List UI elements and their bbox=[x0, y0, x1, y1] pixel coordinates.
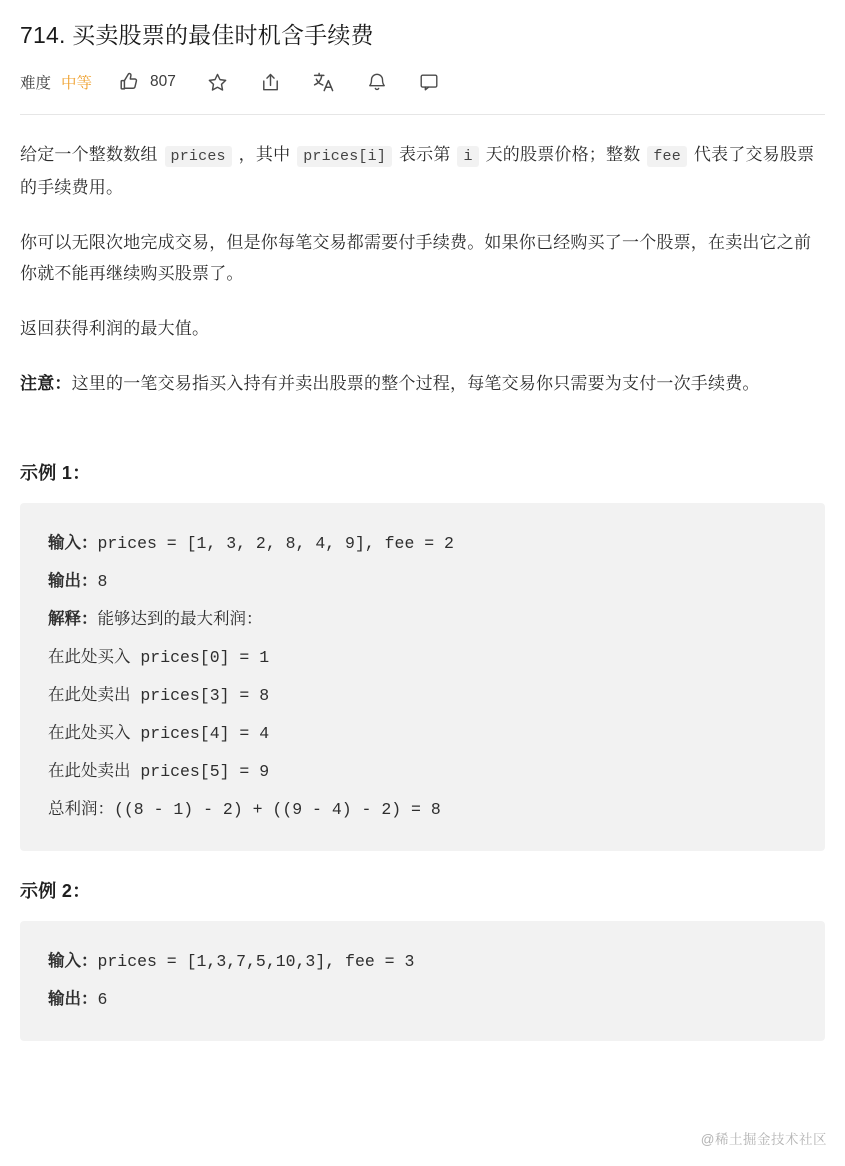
description-paragraph-1 bbox=[20, 139, 825, 203]
difficulty-value: 中等 bbox=[61, 75, 93, 92]
like-button[interactable] bbox=[118, 71, 176, 93]
difficulty-label: 难度 bbox=[20, 75, 52, 92]
note-label: 注意： bbox=[20, 374, 72, 393]
desc-text-1: 给定一个整数数组 bbox=[20, 145, 163, 164]
example-1-line-3: 在此处买入 prices[4] = 4 bbox=[48, 724, 270, 743]
example-2-output-value: 6 bbox=[97, 990, 108, 1009]
example-1-line-4: 在此处卖出 prices[5] = 9 bbox=[48, 762, 270, 781]
watermark: @稀土掘金技术社区 bbox=[700, 1132, 827, 1147]
example-1-explain-label: 解释： bbox=[48, 610, 98, 629]
inline-code-fee: fee bbox=[647, 146, 687, 167]
example-1-input-value: prices = [1, 3, 2, 8, 4, 9], fee = 2 bbox=[97, 534, 454, 553]
like-count: 807 bbox=[150, 73, 176, 90]
example-1-line-5: 总利润：((8 - 1) - 2) + ((9 - 4) - 2) = 8 bbox=[48, 800, 441, 819]
description-note bbox=[20, 368, 825, 399]
header-divider bbox=[20, 114, 825, 115]
description-paragraph-2: 你可以无限次地完成交易，但是你每笔交易都需要付手续费。如果你已经购买了一个股票，在卖出它之前你就不能再继续购买股票了。 bbox=[20, 233, 812, 283]
example-2-output-label: 输出： bbox=[48, 990, 98, 1009]
example-1-explain-value: 能够达到的最大利润： bbox=[97, 610, 263, 629]
example-1-heading: 示例 1： bbox=[20, 463, 91, 483]
translate-icon[interactable] bbox=[312, 70, 336, 94]
thumbs-up-icon bbox=[118, 71, 140, 93]
note-text: 这里的一笔交易指买入持有并卖出股票的整个过程，每笔交易你只需要为支付一次手续费。 bbox=[71, 374, 760, 393]
example-2-input-value: prices = [1,3,7,5,10,3], fee = 3 bbox=[97, 952, 415, 971]
example-1-code bbox=[20, 503, 825, 851]
example-1-line-1: 在此处买入 prices[0] = 1 bbox=[48, 648, 270, 667]
description-paragraph-3: 返回获得利润的最大值。 bbox=[20, 319, 210, 338]
page-title: 714. 买卖股票的最佳时机含手续费 bbox=[20, 22, 374, 48]
example-2-input-label: 输入： bbox=[48, 952, 98, 971]
example-1-output-label: 输出： bbox=[48, 572, 98, 591]
bell-icon[interactable] bbox=[366, 71, 388, 93]
desc-text-2: ，其中 bbox=[233, 145, 296, 164]
share-icon[interactable] bbox=[259, 71, 282, 94]
example-1-line-2: 在此处卖出 prices[3] = 8 bbox=[48, 686, 270, 705]
star-icon[interactable] bbox=[206, 71, 229, 94]
desc-text-3: 表示第 bbox=[394, 145, 456, 164]
desc-text-4: 天的股票价格；整数 bbox=[480, 145, 646, 164]
desc-text-5: 代表了交易股票的手续费用。 bbox=[20, 145, 815, 197]
inline-code-prices: prices bbox=[165, 146, 232, 167]
problem-meta-bar bbox=[20, 56, 825, 108]
example-1-input-label: 输入： bbox=[48, 534, 98, 553]
feedback-icon[interactable] bbox=[418, 71, 440, 93]
section-spacer bbox=[20, 423, 825, 459]
inline-code-i: i bbox=[457, 146, 478, 167]
inline-code-prices-i: prices[i] bbox=[297, 146, 392, 167]
example-2-code bbox=[20, 921, 825, 1041]
example-2-heading: 示例 2： bbox=[20, 881, 91, 901]
example-1-output-value: 8 bbox=[97, 572, 108, 591]
